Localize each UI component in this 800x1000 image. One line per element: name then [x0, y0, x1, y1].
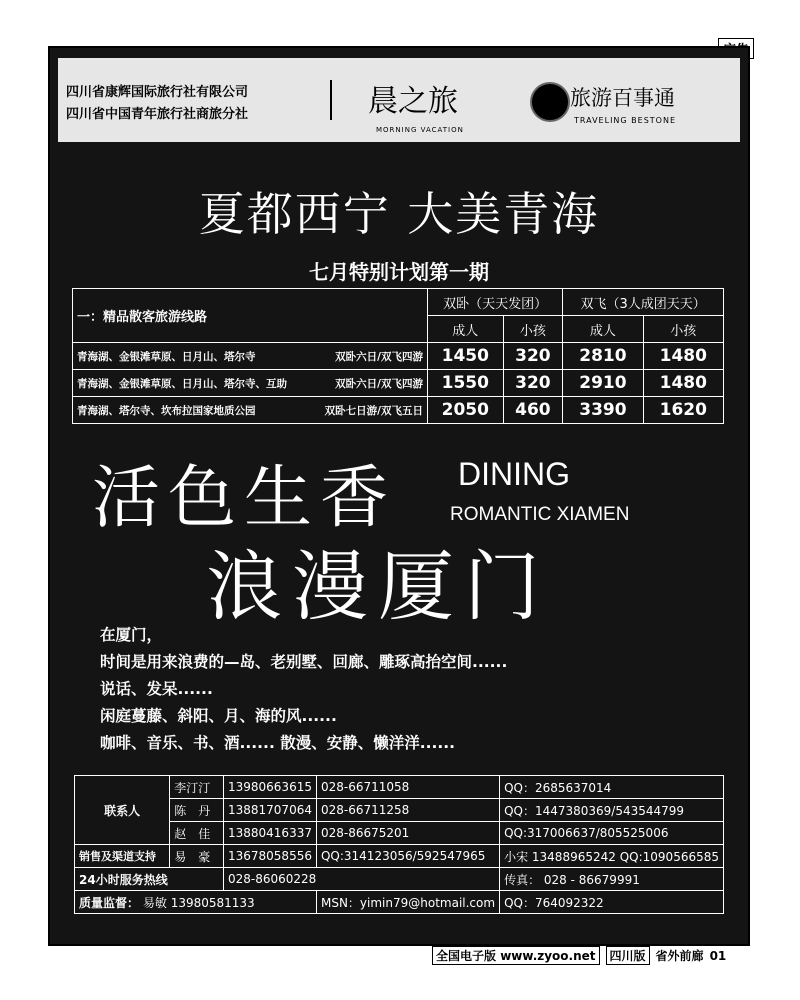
adult-header: 成人	[563, 316, 643, 343]
region-label: 四川版	[606, 946, 650, 965]
feature-eng-1: DINING	[458, 456, 570, 492]
traveling-bestone-logo: 旅游百事通	[570, 86, 675, 110]
table-row	[75, 868, 724, 891]
table-row	[75, 822, 724, 845]
feature-eng-2: ROMANTIC XIAMEN	[450, 504, 630, 525]
adult-header: 成人	[428, 316, 504, 343]
contact-label: 联系人	[75, 776, 170, 845]
price: 1480	[643, 370, 723, 397]
route-type: 双卧七日游/双飞五日	[324, 404, 423, 417]
body-line: 时间是用来浪费的—岛、老别墅、回廊、雕琢高抬空间......	[100, 653, 508, 671]
sales-mobile: 13678058556	[223, 845, 316, 868]
sales-qq: QQ:314123056/592547965	[316, 845, 499, 868]
route-cell	[73, 397, 428, 424]
contact-table	[74, 775, 724, 914]
price: 2910	[563, 370, 643, 397]
body-line: 闲庭蔓藤、斜阳、月、海的风......	[100, 707, 337, 725]
table-row	[75, 891, 724, 914]
table-row	[73, 370, 724, 397]
feature-title-2: 浪漫厦门	[206, 542, 550, 631]
price: 1550	[428, 370, 504, 397]
price: 320	[503, 370, 563, 397]
group-double-flight: 双飞（3人成团天天）	[563, 289, 724, 316]
page-footer	[432, 946, 726, 965]
feature-title-1: 活色生香	[92, 459, 397, 538]
headline: 夏都西宁 大美青海	[198, 187, 600, 241]
table-row	[75, 799, 724, 822]
sales-mobile-2: 13488965242	[531, 849, 616, 864]
header-bar	[58, 58, 740, 142]
price: 460	[503, 397, 563, 424]
body-text	[100, 622, 507, 757]
traveling-bestone-subtitle: TRAVELING BESTONE	[574, 116, 676, 125]
contact-name: 陈 丹	[170, 799, 224, 822]
body-line: 在厦门，	[100, 626, 163, 644]
contact-mobile: 13881707064	[223, 799, 316, 822]
sales-name-2: 小宋	[504, 849, 529, 864]
route-name: 青海湖、金银滩草原、日月山、塔尔寺、互助	[77, 377, 287, 390]
sales-name: 易 豪	[170, 845, 224, 868]
price: 1450	[428, 343, 504, 370]
table-row	[73, 397, 724, 424]
table-row	[75, 776, 724, 799]
body-line: 说话、发呆......	[100, 680, 213, 698]
price: 1620	[643, 397, 723, 424]
contact-name: 李汀汀	[170, 776, 224, 799]
quality-cell	[75, 891, 317, 914]
contact-qq: QQ：1447380369/543544799	[500, 799, 724, 822]
edition-label	[432, 946, 600, 965]
price: 2810	[563, 343, 643, 370]
route-type: 双卧六日/双飞四游	[335, 377, 423, 390]
fax-cell	[500, 868, 724, 891]
section-label: 一：精品散客旅游线路	[73, 289, 428, 343]
morning-vacation-subtitle: MORNING VACATION	[376, 126, 464, 134]
contact-tel: 028-86675201	[316, 822, 499, 845]
route-name: 青海湖、塔尔寺、坎布拉国家地质公园	[77, 404, 256, 417]
price: 2050	[428, 397, 504, 424]
table-row	[75, 845, 724, 868]
company-1: 四川省康辉国际旅行社有限公司	[66, 85, 249, 100]
hotline-label: 24小时服务热线	[75, 868, 224, 891]
msn-address: MSN：yimin79@hotmail.com	[316, 891, 499, 914]
route-cell	[73, 370, 428, 397]
contact-mobile: 13980663615	[223, 776, 316, 799]
contact-tel: 028-66711258	[316, 799, 499, 822]
subheadline: 七月特别计划第一期	[309, 260, 489, 284]
sales-qq-2: QQ:1090566585	[619, 849, 719, 864]
tour-price-table	[72, 288, 724, 424]
advertisement-frame	[48, 46, 750, 946]
morning-vacation-logo: 晨之旅	[368, 84, 458, 119]
route-cell	[73, 343, 428, 370]
fax-label: 传真：	[504, 872, 541, 887]
group-double-sleeper: 双卧（天天发团）	[428, 289, 563, 316]
edition-text: 全国电子版	[436, 949, 497, 963]
contact-name: 赵 佳	[170, 822, 224, 845]
quality-name: 易敏	[142, 895, 167, 910]
contact-qq: QQ:317006637/805525006	[500, 822, 724, 845]
company-2: 四川省中国青年旅行社商旅分社	[66, 107, 249, 122]
hotline-tel: 028-86060228	[223, 868, 499, 891]
contact-qq: QQ：2685637014	[500, 776, 724, 799]
child-header: 小孩	[503, 316, 563, 343]
contact-tel: 028-66711058	[316, 776, 499, 799]
fax-number: 028 - 86679991	[543, 872, 640, 887]
quality-qq: QQ：764092322	[500, 891, 724, 914]
price: 3390	[563, 397, 643, 424]
sales-contact-2	[500, 845, 724, 868]
site-url: www.zyoo.net	[500, 949, 596, 963]
company-names	[66, 82, 248, 126]
child-header: 小孩	[643, 316, 723, 343]
section-label: 省外前廊	[655, 949, 704, 963]
body-line: 咖啡、音乐、书、酒...... 散漫、安静、懒洋洋......	[100, 734, 456, 752]
route-name: 青海湖、金银滩草原、日月山、塔尔寺	[77, 350, 256, 363]
header-divider	[330, 80, 332, 120]
mascot-icon	[530, 82, 570, 122]
price: 320	[503, 343, 563, 370]
page-number: 01	[709, 948, 727, 963]
sales-label: 销售及渠道支持	[75, 845, 170, 868]
contact-mobile: 13880416337	[223, 822, 316, 845]
route-type: 双卧六日/双飞四游	[335, 350, 423, 363]
quality-mobile: 13980581133	[170, 895, 255, 910]
table-row	[73, 343, 724, 370]
quality-label: 质量监督：	[79, 895, 140, 910]
price: 1480	[643, 343, 723, 370]
